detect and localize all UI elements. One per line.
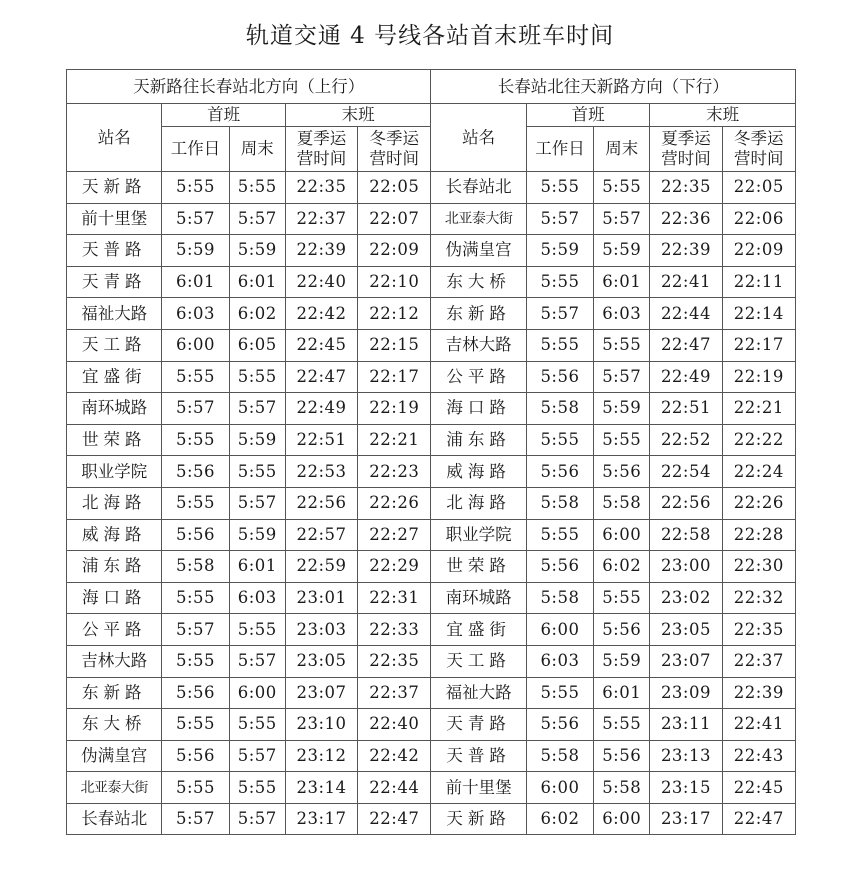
down-first-weekend-cell: 5:55 <box>594 172 650 204</box>
down-station-cell: 天新路 <box>431 803 526 835</box>
down-last-winter-cell: 22:45 <box>722 772 795 804</box>
down-station-cell: 浦东路 <box>431 424 526 456</box>
up-last-winter-cell: 22:10 <box>358 266 431 298</box>
up-first-weekend-cell: 6:05 <box>229 329 285 361</box>
table-row <box>67 361 796 393</box>
up-first-weekend-cell: 6:01 <box>229 266 285 298</box>
winter-header-up <box>358 127 431 172</box>
up-first-weekday-cell: 5:56 <box>162 456 229 488</box>
up-last-winter-cell: 22:26 <box>358 487 431 519</box>
up-last-summer-cell: 23:17 <box>285 803 357 835</box>
down-last-winter-cell: 22:32 <box>722 582 795 614</box>
down-first-weekend-cell: 6:01 <box>594 677 650 709</box>
up-station-cell: 吉林大路 <box>67 645 162 677</box>
up-station-cell: 宜盛街 <box>67 361 162 393</box>
down-first-weekday-cell: 5:57 <box>526 298 593 330</box>
up-first-weekday-cell: 5:55 <box>162 424 229 456</box>
up-last-summer-cell: 23:01 <box>285 582 357 614</box>
table-row <box>67 551 796 583</box>
weekday-header-up: 工作日 <box>162 127 229 172</box>
up-last-summer-cell: 22:42 <box>285 298 357 330</box>
down-first-weekend-cell: 5:55 <box>594 329 650 361</box>
down-station-cell: 南环城路 <box>431 582 526 614</box>
up-last-summer-cell: 23:12 <box>285 740 357 772</box>
up-first-weekend-cell: 5:59 <box>229 235 285 267</box>
down-station-cell: 职业学院 <box>431 519 526 551</box>
up-last-summer-cell: 23:03 <box>285 614 357 646</box>
down-first-weekend-cell: 5:55 <box>594 424 650 456</box>
down-last-winter-cell: 22:24 <box>722 456 795 488</box>
up-first-weekday-cell: 5:55 <box>162 582 229 614</box>
down-last-winter-cell: 22:30 <box>722 551 795 583</box>
down-first-weekday-cell: 6:02 <box>526 803 593 835</box>
up-station-cell: 职业学院 <box>67 456 162 488</box>
summer-header-line2: 营时间 <box>661 149 711 168</box>
up-last-winter-cell: 22:15 <box>358 329 431 361</box>
up-first-weekend-cell: 5:55 <box>229 709 285 741</box>
up-last-winter-cell: 22:37 <box>358 677 431 709</box>
table-row <box>67 740 796 772</box>
weekday-header-down: 工作日 <box>526 127 593 172</box>
winter-header-line2: 营时间 <box>734 149 784 168</box>
winter-header-line2: 营时间 <box>369 149 420 168</box>
down-direction-header: 长春站北往天新路方向（下行） <box>431 70 796 104</box>
up-last-winter-cell: 22:33 <box>358 614 431 646</box>
down-station-cell: 天工路 <box>431 645 526 677</box>
down-last-summer-cell: 22:39 <box>650 235 722 267</box>
up-last-winter-cell: 22:09 <box>358 235 431 267</box>
down-last-summer-cell: 23:15 <box>650 772 722 804</box>
down-station-cell: 北海路 <box>431 487 526 519</box>
down-first-weekend-cell: 5:59 <box>594 645 650 677</box>
up-last-summer-cell: 22:53 <box>285 456 357 488</box>
down-station-cell: 东大桥 <box>431 266 526 298</box>
down-last-summer-cell: 22:54 <box>650 456 722 488</box>
table-row <box>67 393 796 425</box>
up-last-winter-cell: 22:23 <box>358 456 431 488</box>
down-last-summer-cell: 23:07 <box>650 645 722 677</box>
down-station-cell: 长春站北 <box>431 172 526 204</box>
down-last-winter-cell: 22:14 <box>722 298 795 330</box>
table-row <box>67 329 796 361</box>
down-last-winter-cell: 22:21 <box>722 393 795 425</box>
up-first-weekend-cell: 5:55 <box>229 772 285 804</box>
up-first-weekend-cell: 5:55 <box>229 172 285 204</box>
down-first-weekend-cell: 5:57 <box>594 203 650 235</box>
up-last-summer-cell: 22:59 <box>285 551 357 583</box>
up-station-cell: 公平路 <box>67 614 162 646</box>
down-first-weekday-cell: 5:57 <box>526 203 593 235</box>
up-station-cell: 伪满皇宫 <box>67 740 162 772</box>
down-station-cell: 伪满皇宫 <box>431 235 526 267</box>
weekend-header-down: 周末 <box>594 127 650 172</box>
up-station-cell: 北亚泰大街 <box>67 772 162 804</box>
down-last-winter-cell: 22:22 <box>722 424 795 456</box>
table-row <box>67 424 796 456</box>
up-first-weekday-cell: 5:56 <box>162 677 229 709</box>
up-last-summer-cell: 22:49 <box>285 393 357 425</box>
down-station-cell: 公平路 <box>431 361 526 393</box>
down-first-weekend-cell: 6:01 <box>594 266 650 298</box>
down-first-weekday-cell: 5:59 <box>526 235 593 267</box>
down-first-weekend-cell: 5:59 <box>594 235 650 267</box>
down-last-winter-cell: 22:11 <box>722 266 795 298</box>
up-last-summer-cell: 23:05 <box>285 645 357 677</box>
page-title: 轨道交通 4 号线各站首末班车时间 <box>245 23 615 49</box>
up-station-cell: 福祉大路 <box>67 298 162 330</box>
up-first-weekday-cell: 5:57 <box>162 614 229 646</box>
down-first-weekend-cell: 5:59 <box>594 393 650 425</box>
up-last-winter-cell: 22:27 <box>358 519 431 551</box>
down-first-weekday-cell: 5:58 <box>526 393 593 425</box>
down-last-summer-cell: 22:49 <box>650 361 722 393</box>
up-station-cell: 长春站北 <box>67 803 162 835</box>
last-train-header-down: 末班 <box>650 104 796 127</box>
up-first-weekday-cell: 5:55 <box>162 772 229 804</box>
down-last-winter-cell: 22:28 <box>722 519 795 551</box>
down-first-weekend-cell: 5:56 <box>594 456 650 488</box>
down-last-winter-cell: 22:26 <box>722 487 795 519</box>
down-first-weekend-cell: 5:58 <box>594 487 650 519</box>
down-first-weekend-cell: 5:58 <box>594 772 650 804</box>
up-first-weekday-cell: 5:57 <box>162 803 229 835</box>
down-first-weekday-cell: 5:58 <box>526 487 593 519</box>
up-station-cell: 世荣路 <box>67 424 162 456</box>
up-last-winter-cell: 22:07 <box>358 203 431 235</box>
up-station-cell: 天普路 <box>67 235 162 267</box>
down-last-summer-cell: 22:35 <box>650 172 722 204</box>
up-first-weekend-cell: 6:03 <box>229 582 285 614</box>
up-last-summer-cell: 23:10 <box>285 709 357 741</box>
up-last-summer-cell: 22:47 <box>285 361 357 393</box>
up-first-weekend-cell: 5:57 <box>229 803 285 835</box>
down-last-summer-cell: 23:02 <box>650 582 722 614</box>
summer-header-line1: 夏季运 <box>296 129 347 148</box>
last-train-header-up: 末班 <box>285 104 431 127</box>
down-last-summer-cell: 22:58 <box>650 519 722 551</box>
up-last-summer-cell: 22:37 <box>285 203 357 235</box>
up-last-winter-cell: 22:40 <box>358 709 431 741</box>
up-first-weekday-cell: 5:55 <box>162 172 229 204</box>
up-last-winter-cell: 22:35 <box>358 645 431 677</box>
down-station-cell: 福祉大路 <box>431 677 526 709</box>
up-last-summer-cell: 22:51 <box>285 424 357 456</box>
up-first-weekend-cell: 5:57 <box>229 645 285 677</box>
up-station-cell: 东新路 <box>67 677 162 709</box>
down-first-weekday-cell: 5:55 <box>526 172 593 204</box>
down-first-weekday-cell: 5:55 <box>526 329 593 361</box>
up-first-weekday-cell: 6:00 <box>162 329 229 361</box>
down-last-summer-cell: 22:52 <box>650 424 722 456</box>
down-station-cell: 天普路 <box>431 740 526 772</box>
down-first-weekend-cell: 5:55 <box>594 709 650 741</box>
station-name-header-up: 站名 <box>67 104 162 172</box>
down-first-weekday-cell: 5:58 <box>526 740 593 772</box>
down-first-weekend-cell: 6:02 <box>594 551 650 583</box>
down-first-weekday-cell: 6:03 <box>526 645 593 677</box>
down-last-winter-cell: 22:35 <box>722 614 795 646</box>
down-last-summer-cell: 23:13 <box>650 740 722 772</box>
down-first-weekend-cell: 5:56 <box>594 740 650 772</box>
up-first-weekend-cell: 6:02 <box>229 298 285 330</box>
down-last-summer-cell: 23:09 <box>650 677 722 709</box>
down-station-cell: 天青路 <box>431 709 526 741</box>
up-first-weekday-cell: 5:56 <box>162 740 229 772</box>
up-last-winter-cell: 22:19 <box>358 393 431 425</box>
down-station-cell: 北亚泰大街 <box>431 203 526 235</box>
table-row <box>67 614 796 646</box>
down-first-weekday-cell: 5:55 <box>526 266 593 298</box>
up-first-weekend-cell: 6:00 <box>229 677 285 709</box>
down-last-winter-cell: 22:43 <box>722 740 795 772</box>
up-last-summer-cell: 22:56 <box>285 487 357 519</box>
down-last-summer-cell: 22:36 <box>650 203 722 235</box>
table-row <box>67 709 796 741</box>
down-last-winter-cell: 22:05 <box>722 172 795 204</box>
up-first-weekend-cell: 5:57 <box>229 740 285 772</box>
down-first-weekday-cell: 5:55 <box>526 424 593 456</box>
up-last-summer-cell: 22:40 <box>285 266 357 298</box>
up-last-winter-cell: 22:42 <box>358 740 431 772</box>
up-last-winter-cell: 22:31 <box>358 582 431 614</box>
down-last-summer-cell: 22:41 <box>650 266 722 298</box>
first-train-header-up: 首班 <box>162 104 285 127</box>
up-first-weekend-cell: 5:59 <box>229 519 285 551</box>
down-last-winter-cell: 22:06 <box>722 203 795 235</box>
up-first-weekend-cell: 5:55 <box>229 456 285 488</box>
table-row <box>67 772 796 804</box>
down-last-winter-cell: 22:39 <box>722 677 795 709</box>
up-first-weekday-cell: 5:57 <box>162 203 229 235</box>
up-first-weekday-cell: 5:58 <box>162 551 229 583</box>
down-station-cell: 宜盛街 <box>431 614 526 646</box>
down-station-cell: 东新路 <box>431 298 526 330</box>
up-last-summer-cell: 23:07 <box>285 677 357 709</box>
down-last-winter-cell: 22:19 <box>722 361 795 393</box>
down-last-winter-cell: 22:47 <box>722 803 795 835</box>
table-row <box>67 582 796 614</box>
down-last-summer-cell: 23:17 <box>650 803 722 835</box>
up-first-weekday-cell: 5:55 <box>162 709 229 741</box>
table-row <box>67 203 796 235</box>
winter-header-down <box>722 127 795 172</box>
up-last-winter-cell: 22:21 <box>358 424 431 456</box>
up-station-cell: 南环城路 <box>67 393 162 425</box>
up-first-weekend-cell: 5:55 <box>229 361 285 393</box>
up-first-weekend-cell: 5:55 <box>229 614 285 646</box>
up-station-cell: 天青路 <box>67 266 162 298</box>
down-last-summer-cell: 22:47 <box>650 329 722 361</box>
up-station-cell: 海口路 <box>67 582 162 614</box>
station-name-header-down: 站名 <box>431 104 526 172</box>
up-first-weekday-cell: 5:56 <box>162 519 229 551</box>
down-first-weekend-cell: 5:57 <box>594 361 650 393</box>
up-station-cell: 威海路 <box>67 519 162 551</box>
up-first-weekend-cell: 5:59 <box>229 424 285 456</box>
up-station-cell: 前十里堡 <box>67 203 162 235</box>
down-first-weekend-cell: 6:00 <box>594 519 650 551</box>
winter-header-line1: 冬季运 <box>734 129 784 148</box>
down-first-weekday-cell: 6:00 <box>526 772 593 804</box>
up-direction-header: 天新路往长春站北方向（上行） <box>67 70 431 104</box>
down-last-summer-cell: 23:05 <box>650 614 722 646</box>
up-last-winter-cell: 22:17 <box>358 361 431 393</box>
up-first-weekday-cell: 6:03 <box>162 298 229 330</box>
up-first-weekday-cell: 5:59 <box>162 235 229 267</box>
down-first-weekday-cell: 6:00 <box>526 614 593 646</box>
down-first-weekday-cell: 5:56 <box>526 361 593 393</box>
down-station-cell: 世荣路 <box>431 551 526 583</box>
up-station-cell: 天工路 <box>67 329 162 361</box>
up-last-summer-cell: 23:14 <box>285 772 357 804</box>
down-last-summer-cell: 23:00 <box>650 551 722 583</box>
weekend-header-up: 周末 <box>229 127 285 172</box>
down-first-weekend-cell: 5:56 <box>594 614 650 646</box>
table-row <box>67 456 796 488</box>
up-first-weekend-cell: 6:01 <box>229 551 285 583</box>
down-station-cell: 吉林大路 <box>431 329 526 361</box>
up-station-cell: 浦东路 <box>67 551 162 583</box>
down-first-weekday-cell: 5:55 <box>526 677 593 709</box>
down-first-weekday-cell: 5:58 <box>526 582 593 614</box>
winter-header-line1: 冬季运 <box>369 129 420 148</box>
down-first-weekend-cell: 6:03 <box>594 298 650 330</box>
up-station-cell: 东大桥 <box>67 709 162 741</box>
summer-header-line1: 夏季运 <box>661 129 711 148</box>
down-last-winter-cell: 22:41 <box>722 709 795 741</box>
up-last-summer-cell: 22:39 <box>285 235 357 267</box>
down-last-winter-cell: 22:09 <box>722 235 795 267</box>
down-station-cell: 前十里堡 <box>431 772 526 804</box>
down-last-winter-cell: 22:37 <box>722 645 795 677</box>
summer-header-line2: 营时间 <box>296 149 347 168</box>
up-first-weekday-cell: 5:55 <box>162 487 229 519</box>
up-first-weekday-cell: 6:01 <box>162 266 229 298</box>
down-last-summer-cell: 22:44 <box>650 298 722 330</box>
down-first-weekday-cell: 5:55 <box>526 519 593 551</box>
table-row <box>67 235 796 267</box>
down-first-weekday-cell: 5:56 <box>526 551 593 583</box>
up-last-summer-cell: 22:57 <box>285 519 357 551</box>
table-row <box>67 298 796 330</box>
up-first-weekday-cell: 5:57 <box>162 393 229 425</box>
table-row <box>67 172 796 204</box>
first-train-header-down: 首班 <box>526 104 649 127</box>
down-last-summer-cell: 23:11 <box>650 709 722 741</box>
up-station-cell: 天新路 <box>67 172 162 204</box>
up-last-winter-cell: 22:29 <box>358 551 431 583</box>
summer-header-down <box>650 127 722 172</box>
table-row <box>67 803 796 835</box>
down-station-cell: 海口路 <box>431 393 526 425</box>
timetable <box>66 69 796 835</box>
table-row <box>67 266 796 298</box>
up-first-weekday-cell: 5:55 <box>162 361 229 393</box>
down-last-winter-cell: 22:17 <box>722 329 795 361</box>
table-row <box>67 645 796 677</box>
down-first-weekend-cell: 5:55 <box>594 582 650 614</box>
summer-header-up <box>285 127 357 172</box>
up-last-winter-cell: 22:47 <box>358 803 431 835</box>
up-last-winter-cell: 22:44 <box>358 772 431 804</box>
down-last-summer-cell: 22:51 <box>650 393 722 425</box>
up-station-cell: 北海路 <box>67 487 162 519</box>
up-last-summer-cell: 22:45 <box>285 329 357 361</box>
up-first-weekday-cell: 5:55 <box>162 645 229 677</box>
down-last-summer-cell: 22:56 <box>650 487 722 519</box>
up-last-summer-cell: 22:35 <box>285 172 357 204</box>
down-first-weekday-cell: 5:56 <box>526 709 593 741</box>
up-first-weekend-cell: 5:57 <box>229 203 285 235</box>
up-last-winter-cell: 22:12 <box>358 298 431 330</box>
up-last-winter-cell: 22:05 <box>358 172 431 204</box>
table-row <box>67 677 796 709</box>
table-row <box>67 519 796 551</box>
table-row <box>67 487 796 519</box>
down-station-cell: 威海路 <box>431 456 526 488</box>
up-first-weekend-cell: 5:57 <box>229 393 285 425</box>
down-first-weekend-cell: 6:00 <box>594 803 650 835</box>
down-first-weekday-cell: 5:56 <box>526 456 593 488</box>
up-first-weekend-cell: 5:57 <box>229 487 285 519</box>
